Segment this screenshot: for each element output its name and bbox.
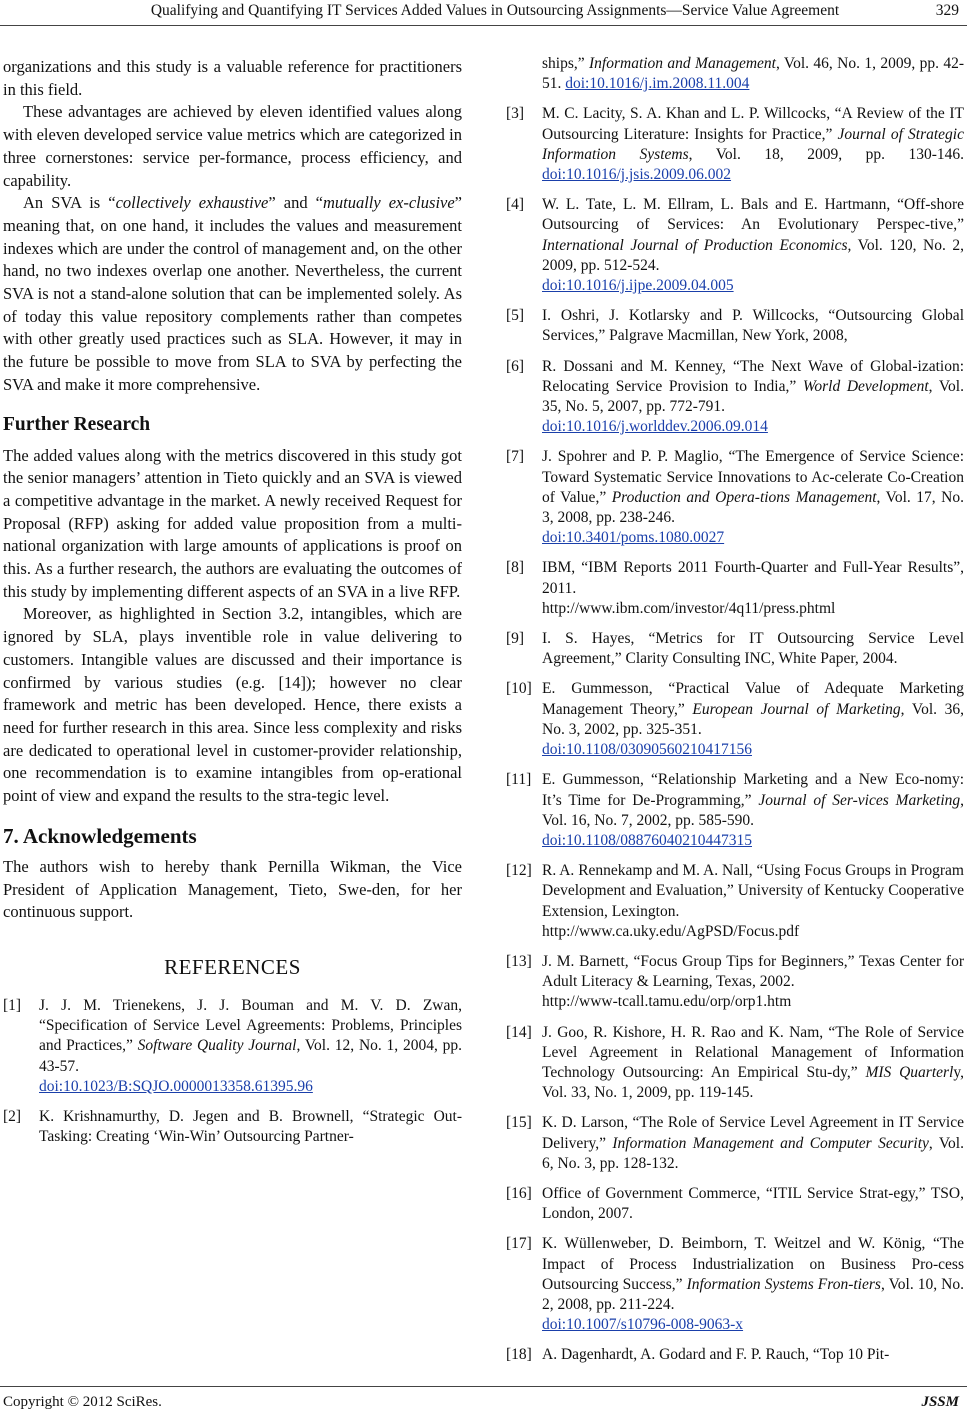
doi-link[interactable]: doi:10.1007/s10796-008-9063-x bbox=[542, 1316, 744, 1334]
url-link[interactable]: http://www-tcall.tamu.edu/orp/orp1.htm bbox=[542, 993, 792, 1011]
reference-14: [14] J. Goo, R. Kishore, H. R. Rao and K. Nam, “The Role of Service Level Agreement in Relational Management of Information Technology Outsourcing: An Empirical Stu-dy,” MIS Quarterly, Vol. 33, No. 1, 2009, pp. 119-145. bbox=[506, 1023, 964, 1102]
paragraph-intangibles: Moreover, as highlighted in Section 3.2, intangibles, which are ignored by SLA, plays inventible role in value delivering to customers. Intangible values are discussed and their importance is confirmed by various studies (e.g. [14]); however no clear framework and metric has been developed. Hence, there exists a need for further research in this area. Since less complexity and risks are dedicated to operational level in customer-provider relationship, one recommendation is to examine intangibles from op-erational point of view and expand the results to the stra-tegic level. bbox=[3, 604, 462, 806]
reference-2: [2] K. Krishnamurthy, D. Jegen and B. Brownell, “Strategic Out-Tasking: Creating ‘Win-Win’ Outsourcing Partner- bbox=[3, 1107, 462, 1146]
emphasis-collectively-exhaustive: collectively exhaustive bbox=[115, 193, 269, 213]
url-link[interactable]: http://www.ibm.com/investor/4q11/press.phtml bbox=[542, 599, 836, 617]
url-link[interactable]: http://www.ca.uky.edu/AgPSD/Focus.pdf bbox=[542, 922, 800, 940]
doi-link[interactable]: doi:10.3401/poms.1080.0027 bbox=[542, 529, 725, 547]
reference-8: [8] IBM, “IBM Reports 2011 Fourth-Quarter and Full-Year Results”, 2011. http://www.ibm.com/investor/4q11/press.phtml bbox=[506, 558, 964, 619]
page-number: 329 bbox=[935, 2, 959, 19]
footer-rule bbox=[0, 1386, 967, 1387]
header-rule bbox=[0, 25, 967, 26]
paragraph-advantages: These advantages are achieved by eleven identified values along with eleven developed service value metrics which are categorized in three cornerstones: service per-formance, process efficiency, and capability. bbox=[3, 102, 462, 190]
reference-7: [7] J. Spohrer and P. P. Maglio, “The Emergence of Service Science: Toward Systematic Service Innovations to Ac-celerate Co-Creation of Value,” Production and Opera-tions Management, Vol. 17, No. 3, 2008, pp. 238-246. doi:10.3401/poms.1080.0027 bbox=[506, 448, 964, 547]
doi-link[interactable]: doi:10.1016/j.ijpe.2009.04.005 bbox=[542, 277, 734, 295]
paragraph-further-research: The added values along with the metrics discovered in this study got the senior managers’ attention in Tieto quickly and an SVA is viewed a competitive advantage in the market. A newly received Request for Proposal (RFP) asking for added value proposition from a multi-national organization with large amounts of applications is proof on this. As a further research, the authors are evaluating the outcomes of this study by implementing different aspects of an SVA in a live RFP. bbox=[3, 445, 462, 601]
doi-link[interactable]: doi:10.1016/j.im.2008.11.004 bbox=[565, 75, 750, 93]
paragraph-acknowledgements: The authors wish to hereby thank Pernilla Wikman, the Vice President of Application Management, Tieto, Swe-den, for her continuous support. bbox=[3, 856, 462, 922]
reference-18: [18] A. Dagenhardt, A. Godard and F. P. Rauch, “Top 10 Pit- bbox=[506, 1346, 890, 1364]
journal-abbreviation: JSSM bbox=[921, 1394, 959, 1410]
reference-1: [1] J. J. M. Trienekens, J. J. Bouman and M. V. D. Zwan, “Specification of Service Level Agreements: Problems, Principles and Practices,” Software Quality Journal, Vol. 12, No. 1, 2004, pp. 43-57. doi:10.1023/B:SQJO.0000013358.61395.96 bbox=[3, 996, 462, 1095]
paragraph-continuation: organizations and this study is a valuable reference for practitioners in this field. bbox=[3, 57, 462, 99]
further-research-heading: Further Research bbox=[3, 413, 151, 435]
emphasis-mutually-exclusive: mutually ex-clusive bbox=[322, 193, 455, 213]
reference-10: [10] E. Gummesson, “Practical Value of Adequate Marketing Management Theory,” European Journal of Marketing, Vol. 36, No. 3, 2002, pp. 325-351. doi:10.1108/03090560210417156 bbox=[506, 680, 964, 759]
doi-link[interactable]: doi:10.1016/j.worlddev.2006.09.014 bbox=[542, 418, 768, 436]
reference-5: [5] I. Oshri, J. Kotlarsky and P. Willcocks, “Outsourcing Global Services,” Palgrave Macmillan, New York, 2008, bbox=[506, 307, 964, 345]
doi-link[interactable]: doi:10.1023/B:SQJO.0000013358.61395.96 bbox=[39, 1077, 313, 1095]
copyright-notice: Copyright © 2012 SciRes. bbox=[3, 1394, 162, 1410]
running-header bbox=[0, 0, 967, 26]
reference-16: [16] Office of Government Commerce, “ITIL Service Strat-egy,” TSO, London, 2007. bbox=[506, 1184, 964, 1223]
running-title: Qualifying and Quantifying IT Services Added Values in Outsourcing Assignments—Service Value Agreement bbox=[150, 2, 840, 19]
reference-17: [17] K. Wüllenweber, D. Beimborn, T. Weitzel and W. König, “The Impact of Process Industrialization on Business Pro-cess Outsourcing Success,” Information Systems Fron-tiers, Vol. 10, No. 2, 2008, pp. 211-224. doi:10.1007/s10796-008-9063-x bbox=[506, 1235, 964, 1334]
reference-13: [13] J. M. Barnett, “Focus Group Tips for Beginners,” Texas Center for Adult Literacy & Learning, Texas, 2002. http://www-tcall.tamu.edu/orp/orp1.htm bbox=[506, 952, 964, 1013]
doi-link[interactable]: doi:10.1108/08876040210447315 bbox=[542, 831, 752, 849]
references-heading: REFERENCES bbox=[164, 954, 301, 979]
reference-6: [6] R. Dossani and M. Kenney, “The Next Wave of Global-ization: Relocating Service Provision to India,” World Development, Vol. 35, No. 5, 2007, pp. 772-791. doi:10.1016/j.worlddev.2006.09.014 bbox=[506, 357, 964, 436]
reference-12: [12] R. A. Rennekamp and M. A. Nall, “Using Focus Groups in Program Development and Evaluation,” University of Kentucky Cooperative Extension, Lexington. http://www.ca.uky.edu/AgPSD/Focus.pdf bbox=[506, 861, 964, 942]
reference-2-continued: ships,” Information and Management, Vol. 46, No. 1, 2009, pp. 42-51. doi:10.1016/j.im.2008.11.004 bbox=[542, 55, 965, 93]
reference-15: [15] K. D. Larson, “The Role of Service Level Agreement in IT Service Delivery,” Information Management and Computer Security, Vol. 6, No. 3, pp. 128-132. bbox=[506, 1114, 964, 1172]
right-column bbox=[506, 54, 964, 1376]
doi-link[interactable]: doi:10.1016/j.jsis.2009.06.002 bbox=[542, 166, 732, 184]
paragraph-sva: An SVA is “collectively exhaustive” and “mutually ex-clusive” meaning that, on one hand, it includes the values and measurement indexes which are under the control of management and, on the other hand, no two indexes overlap one another. Nevertheless, the current SVA is not a stand-alone solution that can be implemented solely. As of today this value repository complements rather than competes with other greatly used practices such as SLA. However, it may in the future be possible to move from SLA to SVA by perfecting the SVA and make it more comprehensive. bbox=[3, 193, 462, 394]
doi-link[interactable]: doi:10.1108/03090560210417156 bbox=[542, 741, 752, 759]
acknowledgements-heading: 7. Acknowledgements bbox=[3, 823, 197, 848]
reference-3: [3] M. C. Lacity, S. A. Khan and L. P. Willcocks, “A Review of the IT Outsourcing Literature: Insights for Practice,” Journal of Strategic Information Systems, Vol. 18, 2009, pp. 130-146. doi:10.1016/j.jsis.2009.06.002 bbox=[506, 105, 964, 184]
reference-9: [9] I. S. Hayes, “Metrics for IT Outsourcing Service Level Agreement,” Clarity Consulting INC, White Paper, 2004. bbox=[506, 630, 964, 668]
reference-11: [11] E. Gummesson, “Relationship Marketing and a New Eco-nomy: It’s Time for De-Programming,” Journal of Ser-vices Marketing, Vol. 16, No. 7, 2002, pp. 585-590. doi:10.1108/08876040210447315 bbox=[506, 771, 964, 849]
left-column bbox=[3, 56, 462, 1157]
reference-4: [4] W. L. Tate, L. M. Ellram, L. Bals and E. Hartmann, “Off-shore Outsourcing of Services: An Evolutionary Perspec-tive,” International Journal of Production Economics, Vol. 120, No. 2, 2009, pp. 512-524. doi:10.1016/j.ijpe.2009.04.005 bbox=[506, 196, 965, 295]
